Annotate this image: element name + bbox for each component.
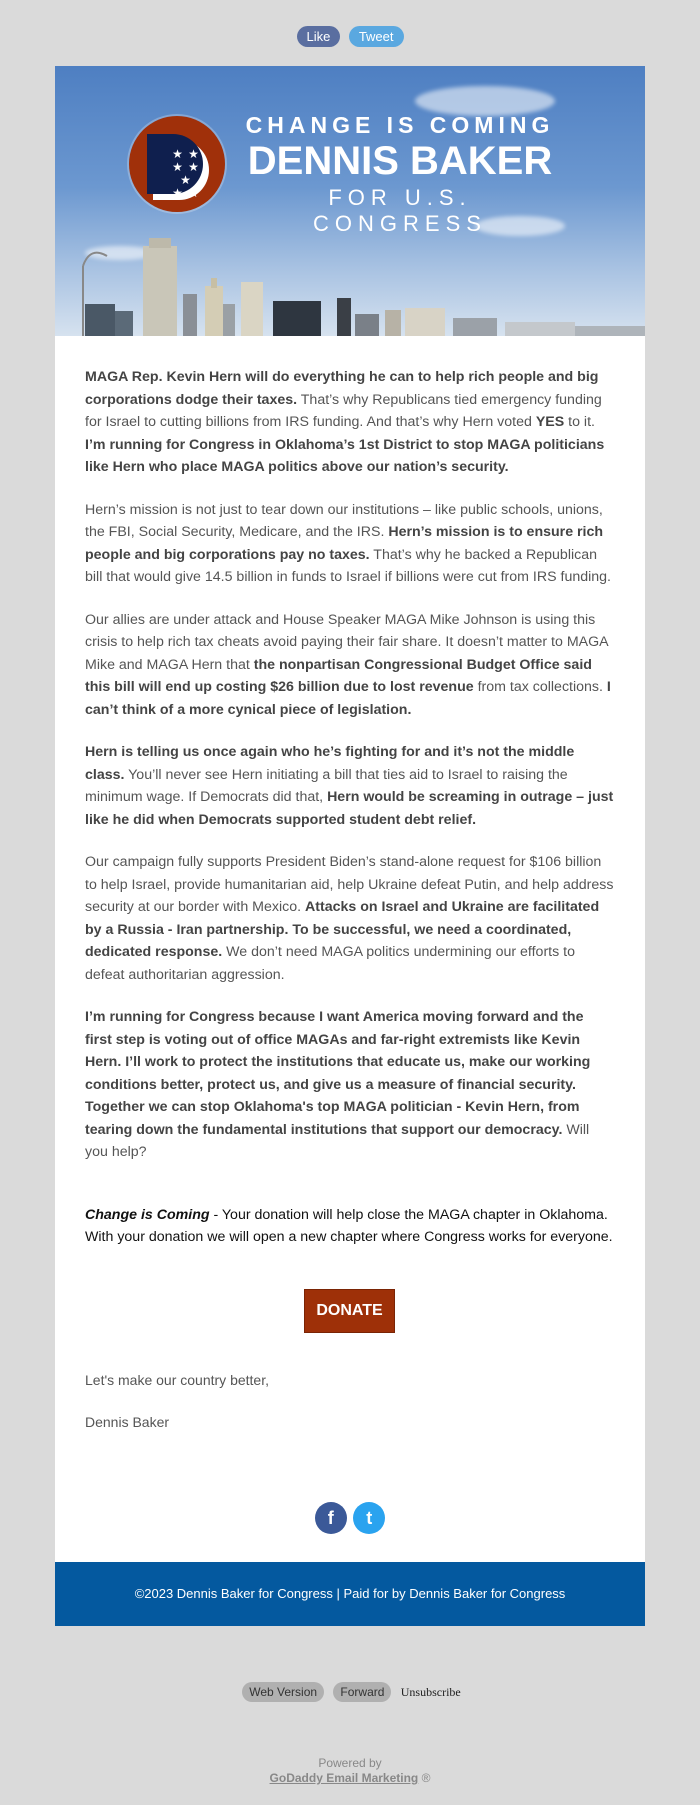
p6-text-1: Will you help? bbox=[85, 1121, 590, 1160]
paragraph-3 bbox=[85, 609, 614, 722]
top-share-bar bbox=[0, 0, 700, 72]
paragraph-5 bbox=[85, 851, 614, 986]
p4-text-1: You’ll never see Hern initiating a bill that ties aid to Israel to raising the minimum wage. If Democrats did that, bbox=[85, 766, 568, 805]
email-card bbox=[55, 66, 645, 1626]
p3-bold-2: I can’t think of a more cynical piece of legislation. bbox=[85, 679, 611, 718]
logo-d-shape bbox=[147, 134, 203, 200]
bottom-links bbox=[0, 1682, 700, 1702]
donate-wrap bbox=[85, 1289, 614, 1333]
web-version-link[interactable]: Web Version bbox=[242, 1682, 324, 1702]
p3-text-1: Our allies are under attack and House Speaker MAGA Mike Johnson is using this crisis to help rich tax cheats avoid paying their fair share. It doesn’t matter to MAGA Mike and MAGA Hern that bbox=[85, 611, 608, 673]
donation-ask bbox=[85, 1204, 614, 1249]
p3-text-2: from tax collections. bbox=[473, 679, 607, 695]
hero-office: FOR U.S. CONGRESS bbox=[313, 185, 487, 236]
stars-icon: ★ ★ ★ ★ ★ ★ ★ bbox=[172, 147, 200, 200]
signoff bbox=[85, 1369, 614, 1434]
forward-link[interactable]: Forward bbox=[333, 1682, 391, 1702]
p1-bold-2: YES bbox=[535, 414, 565, 430]
email-body bbox=[55, 336, 645, 1464]
p3-bold-1: the nonpartisan Congressional Budget Office said this bill will end up costing $26 billion due to lost revenue bbox=[85, 656, 592, 695]
twitter-icon[interactable]: t bbox=[353, 1502, 385, 1534]
registered-mark: ® bbox=[418, 1771, 431, 1785]
p4-bold-1: Hern is telling us once again who he’s fighting for and it’s not the middle class. bbox=[85, 744, 575, 783]
hero-tagline: CHANGE IS COMING bbox=[245, 112, 555, 138]
p1-text-1: That’s why Republicans tied emergency funding for Israel to cutting billions from IRS funding. And that’s why Hern voted bbox=[85, 391, 602, 430]
like-button[interactable]: Like bbox=[297, 26, 341, 47]
p1-text-2: to it. bbox=[564, 414, 595, 430]
p5-text-2: We don’t need MAGA politics undermining our efforts to defeat authoritarian aggression. bbox=[85, 944, 575, 983]
paragraph-1 bbox=[85, 366, 614, 479]
social-links bbox=[55, 1464, 645, 1562]
footer: ©2023 Dennis Baker for Congress | Paid for by Dennis Baker for Congress bbox=[55, 1562, 645, 1626]
paragraph-4 bbox=[85, 741, 614, 831]
tweet-button[interactable]: Tweet bbox=[349, 26, 404, 47]
powered-label: Powered by bbox=[318, 1756, 382, 1770]
ask-emphasis: Change is Coming bbox=[85, 1206, 210, 1223]
p1-bold-1: MAGA Rep. Kevin Hern will do everything he can to help rich people and big corporations dodge their taxes. bbox=[85, 369, 599, 408]
hero-candidate-name: DENNIS BAKER bbox=[247, 139, 553, 183]
p2-bold-1: Hern’s mission is to ensure rich people and big corporations pay no taxes. bbox=[85, 524, 604, 563]
paragraph-6 bbox=[85, 1006, 614, 1164]
closing-line: Let's make our country better, bbox=[85, 1371, 269, 1388]
facebook-icon[interactable]: f bbox=[315, 1502, 347, 1534]
godaddy-link[interactable]: GoDaddy Email Marketing bbox=[269, 1771, 419, 1785]
powered-by bbox=[0, 1756, 700, 1786]
hero-banner bbox=[55, 66, 645, 336]
ask-text: - Your donation will help close the MAGA chapter in Oklahoma. With your donation we will open a new chapter where Congress works for everyone. bbox=[85, 1206, 613, 1245]
donate-button[interactable]: DONATE bbox=[304, 1289, 394, 1333]
p5-bold-1: Attacks on Israel and Ukraine are facilitated by a Russia - Iran partnership. To be successful, we need a coordinated, dedicated response. bbox=[85, 899, 600, 960]
p2-text-2: That’s why he backed a Republican bill that would give 14.5 billion in funds to Israel if billions were cut from IRS funding. bbox=[85, 546, 611, 585]
hero-text bbox=[240, 112, 560, 237]
signature: Dennis Baker bbox=[85, 1414, 170, 1430]
p4-bold-2: Hern would be screaming in outrage – just like he did when Democrats supported student debt relief. bbox=[85, 789, 614, 828]
campaign-logo bbox=[129, 116, 225, 212]
p2-text-1: Hern’s mission is not just to tear down our institutions – like public schools, unions, the FBI, Social Security, Medicare, and the IRS. bbox=[85, 501, 603, 540]
p1-bold-3: I’m running for Congress in Oklahoma’s 1st District to stop MAGA politicians like Hern who place MAGA politics above our nation’s security. bbox=[85, 436, 605, 475]
p6-bold-1: I’m running for Congress because I want America moving forward and the first step is voting out of office MAGAs and far-right extremists like Kevin Hern. I’ll work to protect the institutions that educate us, make our working conditions better, protect us, and give us a measure of financial security. Together we can stop Oklahoma's top MAGA politician - Kevin Hern, from tearing down the fundamental institutions that support our democracy. bbox=[85, 1009, 591, 1138]
unsubscribe-link[interactable]: Unsubscribe bbox=[400, 1685, 461, 1699]
p5-text-1: Our campaign fully supports President Biden’s stand-alone request for $106 billion to help Israel, provide humanitarian aid, help Ukraine defeat Putin, and help address security at our border with Mexico. bbox=[85, 854, 614, 915]
paragraph-2 bbox=[85, 499, 614, 589]
city-skyline-image bbox=[55, 226, 645, 336]
